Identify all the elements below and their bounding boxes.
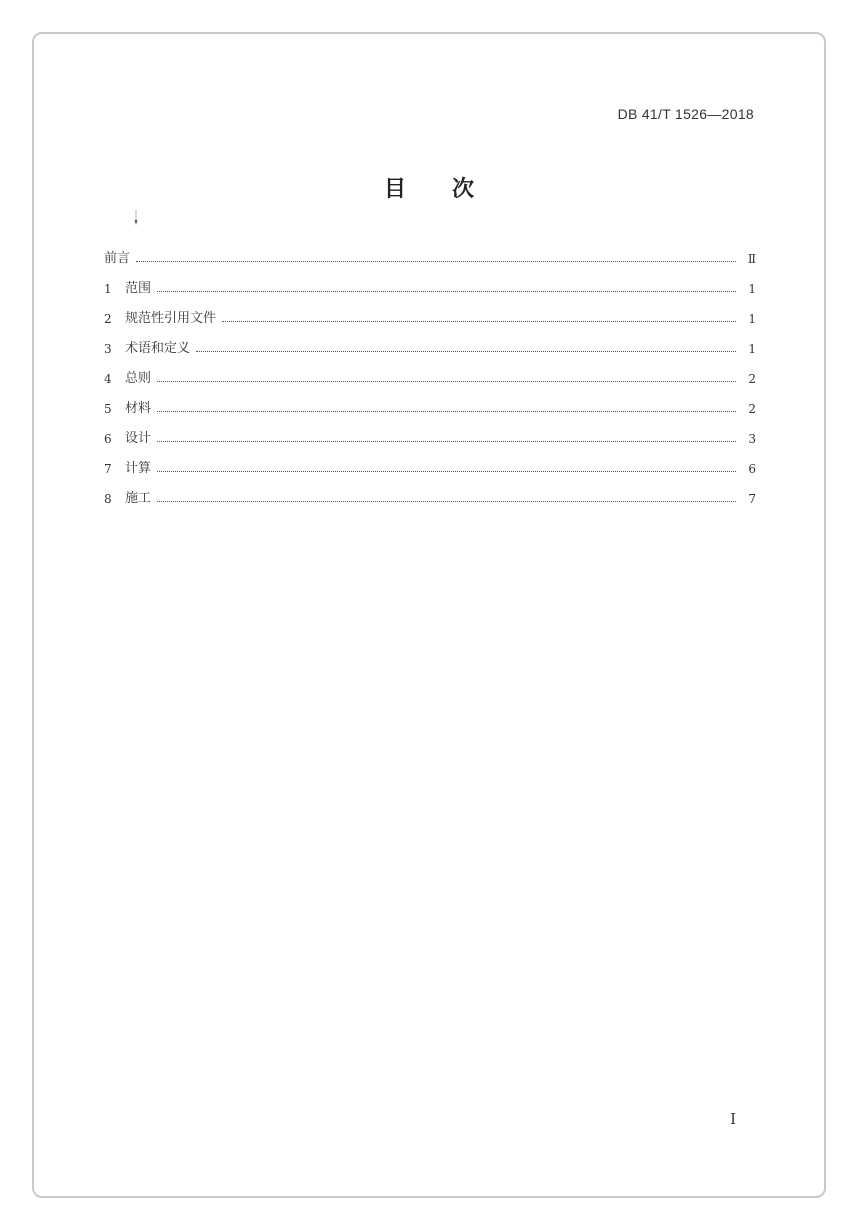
toc-leader-dots [222,321,736,322]
toc-item-page: 1 [748,342,756,356]
toc-item-page: 1 [748,282,756,296]
toc-item-page: 3 [748,432,756,446]
toc-leader-dots [157,441,736,442]
toc-leader-dots [157,381,736,382]
toc-item-number: 7 [104,462,112,476]
toc-item-page: 2 [748,402,756,416]
toc-item-label: 总则 [125,371,152,386]
toc-item-materials[interactable] [104,386,756,416]
document-page [32,32,826,1198]
toc-item-number: 8 [104,492,112,506]
toc-item-page: Ⅱ [747,252,756,266]
toc-item-label: 设计 [125,431,152,446]
toc-item-number: 1 [104,282,112,296]
toc-item-calculation[interactable] [104,446,756,476]
toc-leader-dots [157,291,736,292]
toc-item-label: 施工 [125,491,152,506]
toc-item-number: 6 [104,432,112,446]
toc-item-terms-definitions[interactable] [104,326,756,356]
toc-leader-dots [136,261,736,262]
toc-item-scope[interactable] [104,266,756,296]
toc-item-general[interactable] [104,356,756,386]
toc-item-label: 计算 [125,461,152,476]
toc-item-number: 4 [104,372,112,386]
toc-item-number: 5 [104,402,112,416]
toc-item-page: 1 [748,312,756,326]
toc-item-page: 2 [748,372,756,386]
toc-leader-dots [157,501,736,502]
toc-item-construction[interactable] [104,476,756,506]
toc-item-label: 术语和定义 [125,341,191,356]
toc-item-normative-references[interactable] [104,296,756,326]
toc-item-label: 规范性引用文件 [125,311,217,326]
toc-leader-dots [157,471,736,472]
toc-item-page: 6 [748,462,756,476]
table-of-contents [104,236,756,506]
toc-item-label: 材料 [125,401,152,416]
toc-item-number: 3 [104,342,112,356]
tick-mark-icon [134,210,138,226]
toc-item-label: 前言 [104,251,131,266]
toc-leader-dots [196,351,736,352]
standard-code: DB 41/T 1526—2018 [617,106,754,122]
toc-item-page: 7 [748,492,756,506]
page-number: I [730,1110,736,1128]
toc-item-design[interactable] [104,416,756,446]
toc-item-label: 范围 [125,281,152,296]
toc-leader-dots [157,411,736,412]
toc-item-number: 2 [104,312,112,326]
toc-item-preface[interactable] [104,236,756,266]
page-title: 目次 [383,177,520,202]
